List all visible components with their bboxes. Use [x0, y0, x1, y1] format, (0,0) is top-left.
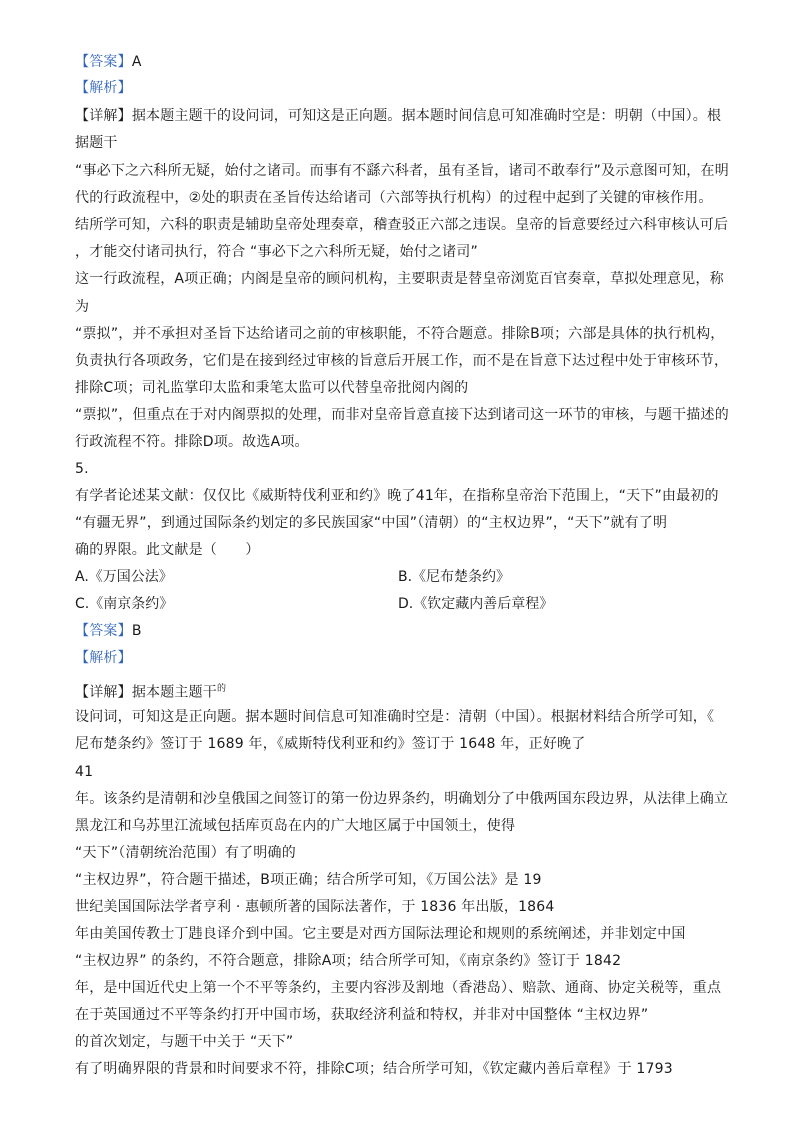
analysis-label: 【解析】: [75, 80, 132, 96]
detail-text: 据本题主题干的设问词，可知这是正向题。据本题时间信息可知准确时空是：明朝（中国）。根: [131, 108, 722, 124]
detail-label: 【详解】: [75, 684, 132, 701]
text-line: “票拟”，但重点在于对内阁票拟的处理，而非对皇帝旨意直接下达到诸司这一环节的审核，与题干描述的: [75, 407, 729, 423]
text-line: ，才能交付诸司执行，符合 “事必下之六科所无疑，始付之诸司”: [75, 244, 478, 260]
option-d: D.《钦定藏内善后章程》: [398, 596, 554, 612]
option-a: A.《万国公法》: [75, 569, 173, 585]
detail-text: 据本题主题干: [131, 684, 218, 701]
answer-value: B: [131, 623, 142, 639]
text-line: 排除C项；司礼监掌印太监和秉笔太监可以代替皇帝批阅内阁的: [75, 380, 469, 396]
question-stem: “有疆无界”，到通过国际条约划定的多民族国家“中国”（清朝）的“主权边界”，“天下”就有了明: [75, 515, 668, 531]
option-c: C.《南京条约》: [75, 596, 174, 612]
answer-line: [75, 53, 142, 71]
text-line: 年。该条约是清朝和沙皇俄国之间签订的第一份边界条约，明确划分了中俄两国东段边界，从法律上确立: [75, 791, 729, 807]
text-line: “主权边界” 的条约，不符合题意，排除A项；结合所学可知，《南京条约》签订于 1842: [75, 953, 622, 969]
text-line: 在于英国通过不平等条约打开中国市场，获取经济利益和特权，并非对中国整体 “主权边界”: [75, 1007, 649, 1023]
text-line: 为: [75, 299, 90, 315]
text-line: 的首次划定，与题干中关于 “天下”: [75, 1034, 294, 1050]
text-line: 年，是中国近代史上第一个不平等条约，主要内容涉及割地（香港岛）、赔款、通商、协定关税等，重点: [75, 980, 722, 996]
text-line: 41: [75, 764, 94, 780]
answer-value: A: [131, 54, 142, 70]
text-line: 行政流程不符。排除D项。故选A项。: [75, 434, 309, 450]
question-stem: 有学者论述某文献：仅仅比《威斯特伐利亚和约》晚了41年，在指称皇帝治下范围上，“天下”由最初的: [75, 488, 719, 504]
text-line: 据题干: [75, 135, 118, 151]
text-line: 年由美国传教士丁韪良译介到中国。它主要是对西方国际法理论和规则的系统阐述，并非划定中国: [75, 926, 686, 942]
analysis-label: 【解析】: [75, 650, 132, 666]
text-line: 世纪美国国际法学者亨利 · 惠顿所著的国际法著作，于 1836 年出版，1864: [75, 899, 555, 915]
text-line: 负责执行各项政务，它们是在接到经过审核的旨意后开展工作，而不是在旨意下达过程中处于审核环节，: [75, 353, 729, 369]
text-line: “天下”（清朝统治范围）有了明确的: [75, 845, 296, 861]
detail-line: [75, 680, 226, 702]
answer-line: [75, 622, 142, 640]
text-line: “主权边界”，符合题干描述，B项正确；结合所学可知，《万国公法》是 19: [75, 872, 542, 888]
text-line: 设问词，可知这是正向题。据本题时间信息可知准确时空是：清朝（中国）。根据材料结合所学可知，《: [75, 709, 715, 725]
text-line: 这一行政流程，A项正确；内阁是皇帝的顾问机构，主要职责是替皇帝浏览百官奏章，草拟处理意见，称: [75, 271, 724, 287]
option-b: B.《尼布楚条约》: [398, 569, 511, 585]
question-stem: 确的界限。此文献是（ ）: [75, 542, 260, 558]
text-line: 黑龙江和乌苏里江流域包括库页岛在内的广大地区属于中国领土，使得: [75, 818, 516, 834]
text-line: 代的行政流程中，②处的职责在圣旨传达给诸司（六部等执行机构）的过程中起到了关键的审核作用。: [75, 190, 713, 206]
answer-label: 【答案】: [75, 54, 132, 70]
text-line: “事必下之六科所无疑，始付之诸司。而事有不繇六科者，虽有圣旨，诸司不敢奉行”及示意图可知，在明: [75, 163, 729, 179]
text-line: “票拟”，并不承担对圣旨下达给诸司之前的审核职能，不符合题意。排除B项；六部是具体的执行机构，: [75, 326, 725, 342]
detail-label: 【详解】: [75, 108, 132, 124]
text-line: 有了明确界限的背景和时间要求不符，排除C项；结合所学可知，《钦定藏内善后章程》于 1793: [75, 1061, 673, 1077]
question-number: 5.: [75, 461, 89, 477]
text-line: 结所学可知，六科的职责是辅助皇帝处理奏章，稽查驳正六部之违误。皇帝的旨意要经过六科审核认可后: [75, 217, 729, 233]
answer-label: 【答案】: [75, 623, 132, 639]
detail-line: [75, 107, 721, 125]
detail-sup: 的: [217, 684, 227, 694]
text-line: 尼布楚条约》签订于 1689 年，《威斯特伐利亚和约》签订于 1648 年，正好晚了: [75, 736, 586, 752]
